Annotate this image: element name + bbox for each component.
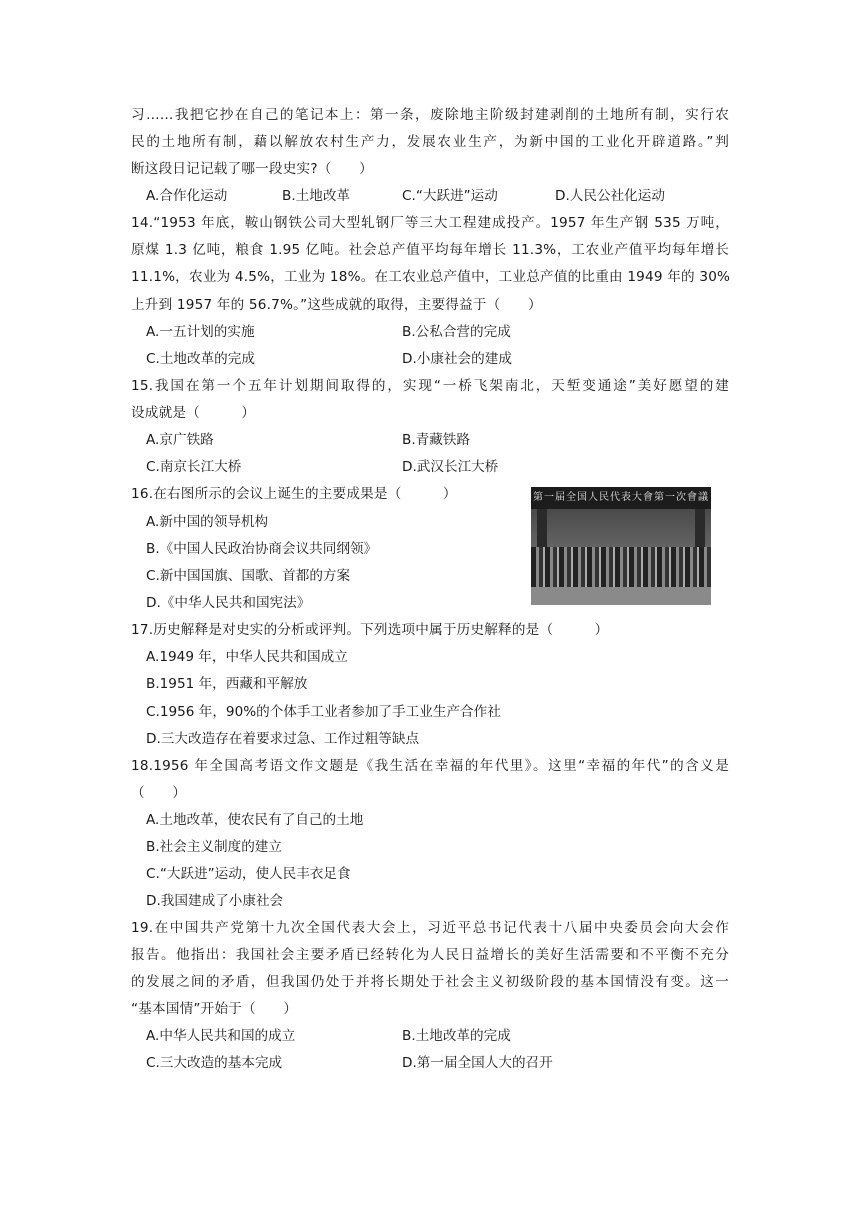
q15-option-a: A.京广铁路 — [146, 432, 214, 448]
photo-floor — [531, 587, 711, 605]
q19-option-b: B.土地改革的完成 — [402, 1028, 511, 1044]
q19-option-d: D.第一届全国人大的召开 — [402, 1055, 553, 1071]
q15-option-d: D.武汉长江大桥 — [402, 459, 499, 475]
q15-line-2: 设成就是（ ） — [131, 405, 256, 421]
q13-option-d: D.人民公社化运动 — [555, 188, 665, 204]
q16-stem: 16.在右图所示的会议上诞生的主要成果是（ ） — [131, 486, 457, 502]
q14-line-2: 原煤 1.3 亿吨，粮食 1.95 亿吨。社会总产值平均每年增长 11.3%，工农业产值平均每年增长 — [131, 242, 729, 258]
q19-line-2: 报告。他指出：我国社会主要矛盾已经转化为人民日益增长的美好生活需要和不平衡不充分 — [131, 947, 729, 963]
q14-line-3: 11.1%，农业为 4.5%，工业为 18%。在工农业总产值中，工业总产值的比重由 1949 年的 30% — [131, 269, 731, 285]
q19-line-1: 19.在中国共产党第十九次全国代表大会上，习近平总书记代表十八届中央委员会向大会作 — [131, 920, 729, 936]
q13-line-1: 习……我把它抄在自己的笔记本上：第一条，废除地主阶级封建剥削的土地所有制，实行农 — [131, 107, 729, 123]
q17-option-b: B.1951 年，西藏和平解放 — [146, 676, 308, 692]
q17-option-c: C.1956 年，90%的个体手工业者参加了手工业生产合作社 — [146, 704, 501, 720]
q16-option-a: A.新中国的领导机构 — [146, 514, 269, 530]
q13-line-2: 民的土地所有制，藉以解放农村生产力，发展农业生产，为新中国的工业化开辟道路。”判 — [131, 134, 729, 150]
q19-line-3: 的发展之间的矛盾，但我国仍处于并将长期处于社会主义初级阶段的基本国情没有变。这一 — [131, 974, 729, 990]
q16-option-b: B.《中国人民政治协商会议共同纲领》 — [146, 541, 378, 557]
q17-option-a: A.1949 年，中华人民共和国成立 — [146, 649, 348, 665]
photo-banner: 第一届全国人民代表大會第一次會議 — [531, 487, 711, 509]
congress-photo — [531, 487, 711, 605]
q19-option-c: C.三大改造的基本完成 — [146, 1055, 283, 1071]
q18-option-d: D.我国建成了小康社会 — [146, 893, 284, 909]
q14-line-1: 14.“1953 年底，鞍山钢铁公司大型轧钢厂等三大工程建成投产。1957 年生产钢 535 万吨， — [131, 215, 729, 231]
q14-option-a: A.一五计划的实施 — [146, 324, 255, 340]
q16-option-d: D.《中华人民共和国宪法》 — [146, 595, 311, 611]
q17-stem: 17.历史解释是对史实的分析或评判。下列选项中属于历史解释的是（ ） — [131, 622, 609, 638]
q13-option-c: C.“大跃进”运动 — [402, 188, 498, 204]
q17-option-d: D.三大改造存在着要求过急、工作过粗等缺点 — [146, 731, 420, 747]
q15-option-c: C.南京长江大桥 — [146, 459, 242, 475]
q19-line-4: “基本国情”开始于（ ） — [131, 1001, 298, 1017]
q13-option-a: A.合作化运动 — [146, 188, 228, 204]
q13-line-3: 断这段日记记载了哪一段史实?（ ） — [131, 161, 373, 177]
q14-option-b: B.公私合营的完成 — [402, 324, 511, 340]
q18-option-b: B.社会主义制度的建立 — [146, 839, 282, 855]
q18-option-c: C.“大跃进”运动，使人民丰衣足食 — [146, 866, 351, 882]
q18-line-1: 18.1956 年全国高考语文作文题是《我生活在幸福的年代里》。这里“幸福的年代”的含义是 — [131, 758, 729, 774]
q14-option-d: D.小康社会的建成 — [402, 351, 512, 367]
q14-option-c: C.土地改革的完成 — [146, 351, 255, 367]
q18-line-2: （ ） — [131, 785, 187, 801]
q18-option-a: A.土地改革，使农民有了自己的土地 — [146, 812, 364, 828]
q15-option-b: B.青藏铁路 — [402, 432, 471, 448]
q15-line-1: 15.我国在第一个五年计划期间取得的，实现“一桥飞架南北，天堑变通途”美好愿望的建 — [131, 378, 729, 394]
q16-option-c: C.新中国国旗、国歌、首都的方案 — [146, 568, 351, 584]
q19-option-a: A.中华人民共和国的成立 — [146, 1028, 296, 1044]
q13-option-b: B.土地改革 — [282, 188, 351, 204]
q14-line-4: 上升到 1957 年的 56.7%。”这些成就的取得，主要得益于（ ） — [131, 297, 542, 313]
